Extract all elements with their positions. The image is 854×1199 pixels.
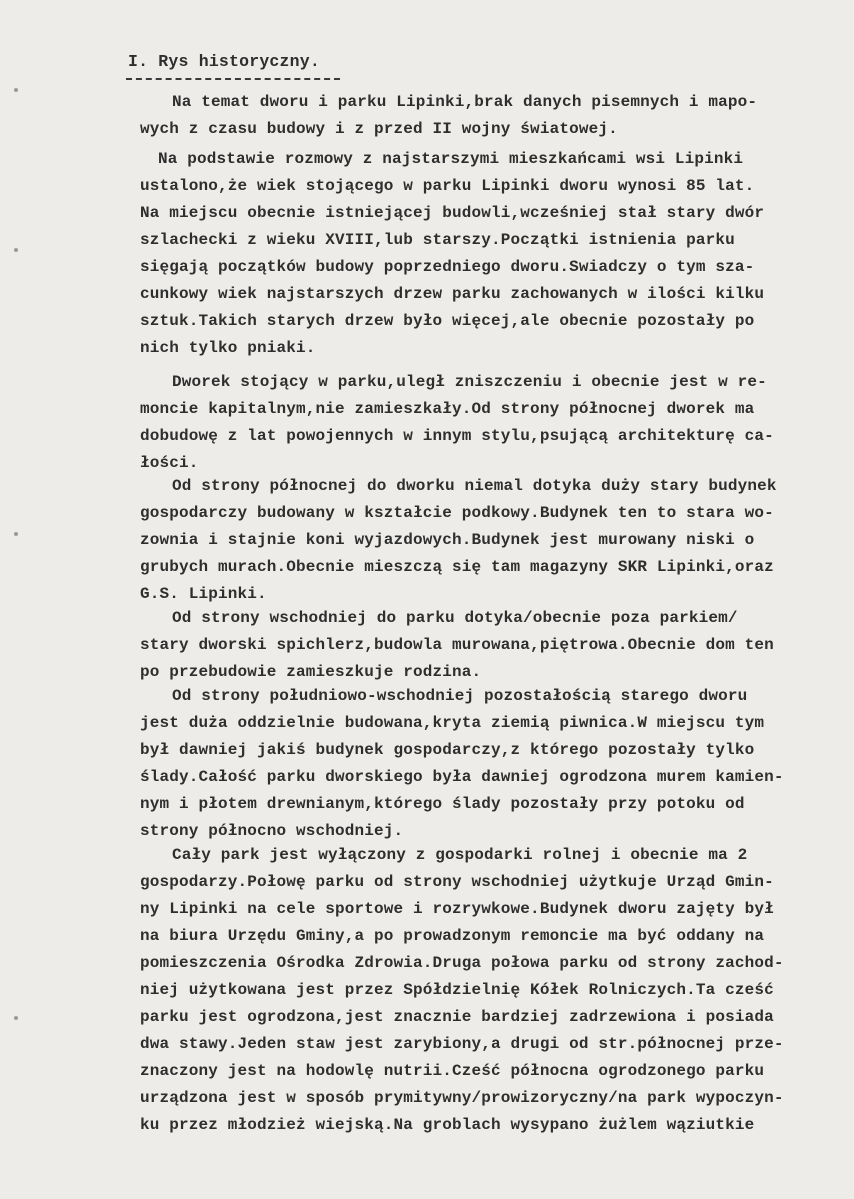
- text-line: urządzona jest w sposób prymitywny/prowizoryczny/na park wypoczyn-: [140, 1089, 784, 1107]
- text-line: parku jest ogrodzona,jest znacznie bardziej zadrzewiona i posiada: [140, 1008, 774, 1026]
- text-line: ślady.Całość parku dworskiego była dawniej ogrodzona murem kamien-: [140, 768, 784, 786]
- text-line: ny Lipinki na cele sportowe i rozrywkowe.Budynek dworu zajęty był: [140, 900, 774, 918]
- text-line: gospodarzy.Połowę parku od strony wschodniej użytkuje Urząd Gmin-: [140, 873, 774, 891]
- punch-hole-mark: [14, 88, 18, 92]
- punch-hole-mark: [14, 1016, 18, 1020]
- text-line: Na temat dworu i parku Lipinki,brak danych pisemnych i mapo-: [172, 93, 758, 111]
- text-line: nym i płotem drewnianym,którego ślady pozostały przy potoku od: [140, 795, 745, 813]
- text-line: nich tylko pniaki.: [140, 339, 316, 357]
- text-line: po przebudowie zamieszkuje rodzina.: [140, 663, 482, 681]
- text-line: ku przez młodzież wiejską.Na groblach wysypano żużlem wąziutkie: [140, 1116, 755, 1134]
- text-line: na biura Urzędu Gminy,a po prowadzonym remoncie ma być oddany na: [140, 927, 765, 945]
- text-line: dwa stawy.Jeden staw jest zarybiony,a drugi od str.północnej prze-: [140, 1035, 784, 1053]
- text-line: G.S. Lipinki.: [140, 585, 267, 603]
- text-line: grubych murach.Obecnie mieszczą się tam magazyny SKR Lipinki,oraz: [140, 558, 774, 576]
- text-line: stary dworski spichlerz,budowla murowana,piętrowa.Obecnie dom ten: [140, 636, 774, 654]
- text-line: Cały park jest wyłączony z gospodarki rolnej i obecnie ma 2: [172, 846, 748, 864]
- text-line: gospodarczy budowany w kształcie podkowy.Budynek ten to stara wo-: [140, 504, 774, 522]
- text-line: dobudowę z lat powojennych w innym stylu,psującą architekturę ca-: [140, 427, 774, 445]
- text-line: sztuk.Takich starych drzew było więcej,ale obecnie pozostały po: [140, 312, 755, 330]
- text-line: był dawniej jakiś budynek gospodarczy,z którego pozostały tylko: [140, 741, 755, 759]
- text-line: Od strony południowo-wschodniej pozostałością starego dworu: [172, 687, 748, 705]
- text-line: zownia i stajnie koni wyjazdowych.Budynek jest murowany niski o: [140, 531, 755, 549]
- text-line: moncie kapitalnym,nie zamieszkały.Od strony północnej dworek ma: [140, 400, 755, 418]
- text-line: Dworek stojący w parku,uległ zniszczeniu i obecnie jest w re-: [172, 373, 767, 391]
- text-line: Na podstawie rozmowy z najstarszymi mieszkańcami wsi Lipinki: [158, 150, 744, 168]
- text-line: strony północno wschodniej.: [140, 822, 404, 840]
- text-line: Na miejscu obecnie istniejącej budowli,wcześniej stał stary dwór: [140, 204, 765, 222]
- text-line: sięgają początków budowy poprzedniego dworu.Swiadczy o tym sza-: [140, 258, 755, 276]
- text-line: Od strony wschodniej do parku dotyka/obecnie poza parkiem/: [172, 609, 738, 627]
- text-line: Od strony północnej do dworku niemal dotyka duży stary budynek: [172, 477, 777, 495]
- heading-underline: [126, 78, 340, 80]
- text-line: pomieszczenia Ośrodka Zdrowia.Druga połowa parku od strony zachod-: [140, 954, 784, 972]
- text-line: łości.: [140, 454, 199, 472]
- text-line: znaczony jest na hodowlę nutrii.Cześć północna ogrodzonego parku: [140, 1062, 765, 1080]
- text-line: cunkowy wiek najstarszych drzew parku zachowanych w ilości kilku: [140, 285, 765, 303]
- section-heading: I. Rys historyczny.: [128, 52, 320, 71]
- text-line: szlachecki z wieku XVIII,lub starszy.Początki istnienia parku: [140, 231, 735, 249]
- punch-hole-mark: [14, 248, 18, 252]
- punch-hole-mark: [14, 532, 18, 536]
- text-line: ustalono,że wiek stojącego w parku Lipinki dworu wynosi 85 lat.: [140, 177, 755, 195]
- text-line: jest duża oddzielnie budowana,kryta ziemią piwnica.W miejscu tym: [140, 714, 765, 732]
- text-line: niej użytkowana jest przez Spółdzielnię Kółek Rolniczych.Ta cześć: [140, 981, 774, 999]
- text-line: wych z czasu budowy i z przed II wojny światowej.: [140, 120, 618, 138]
